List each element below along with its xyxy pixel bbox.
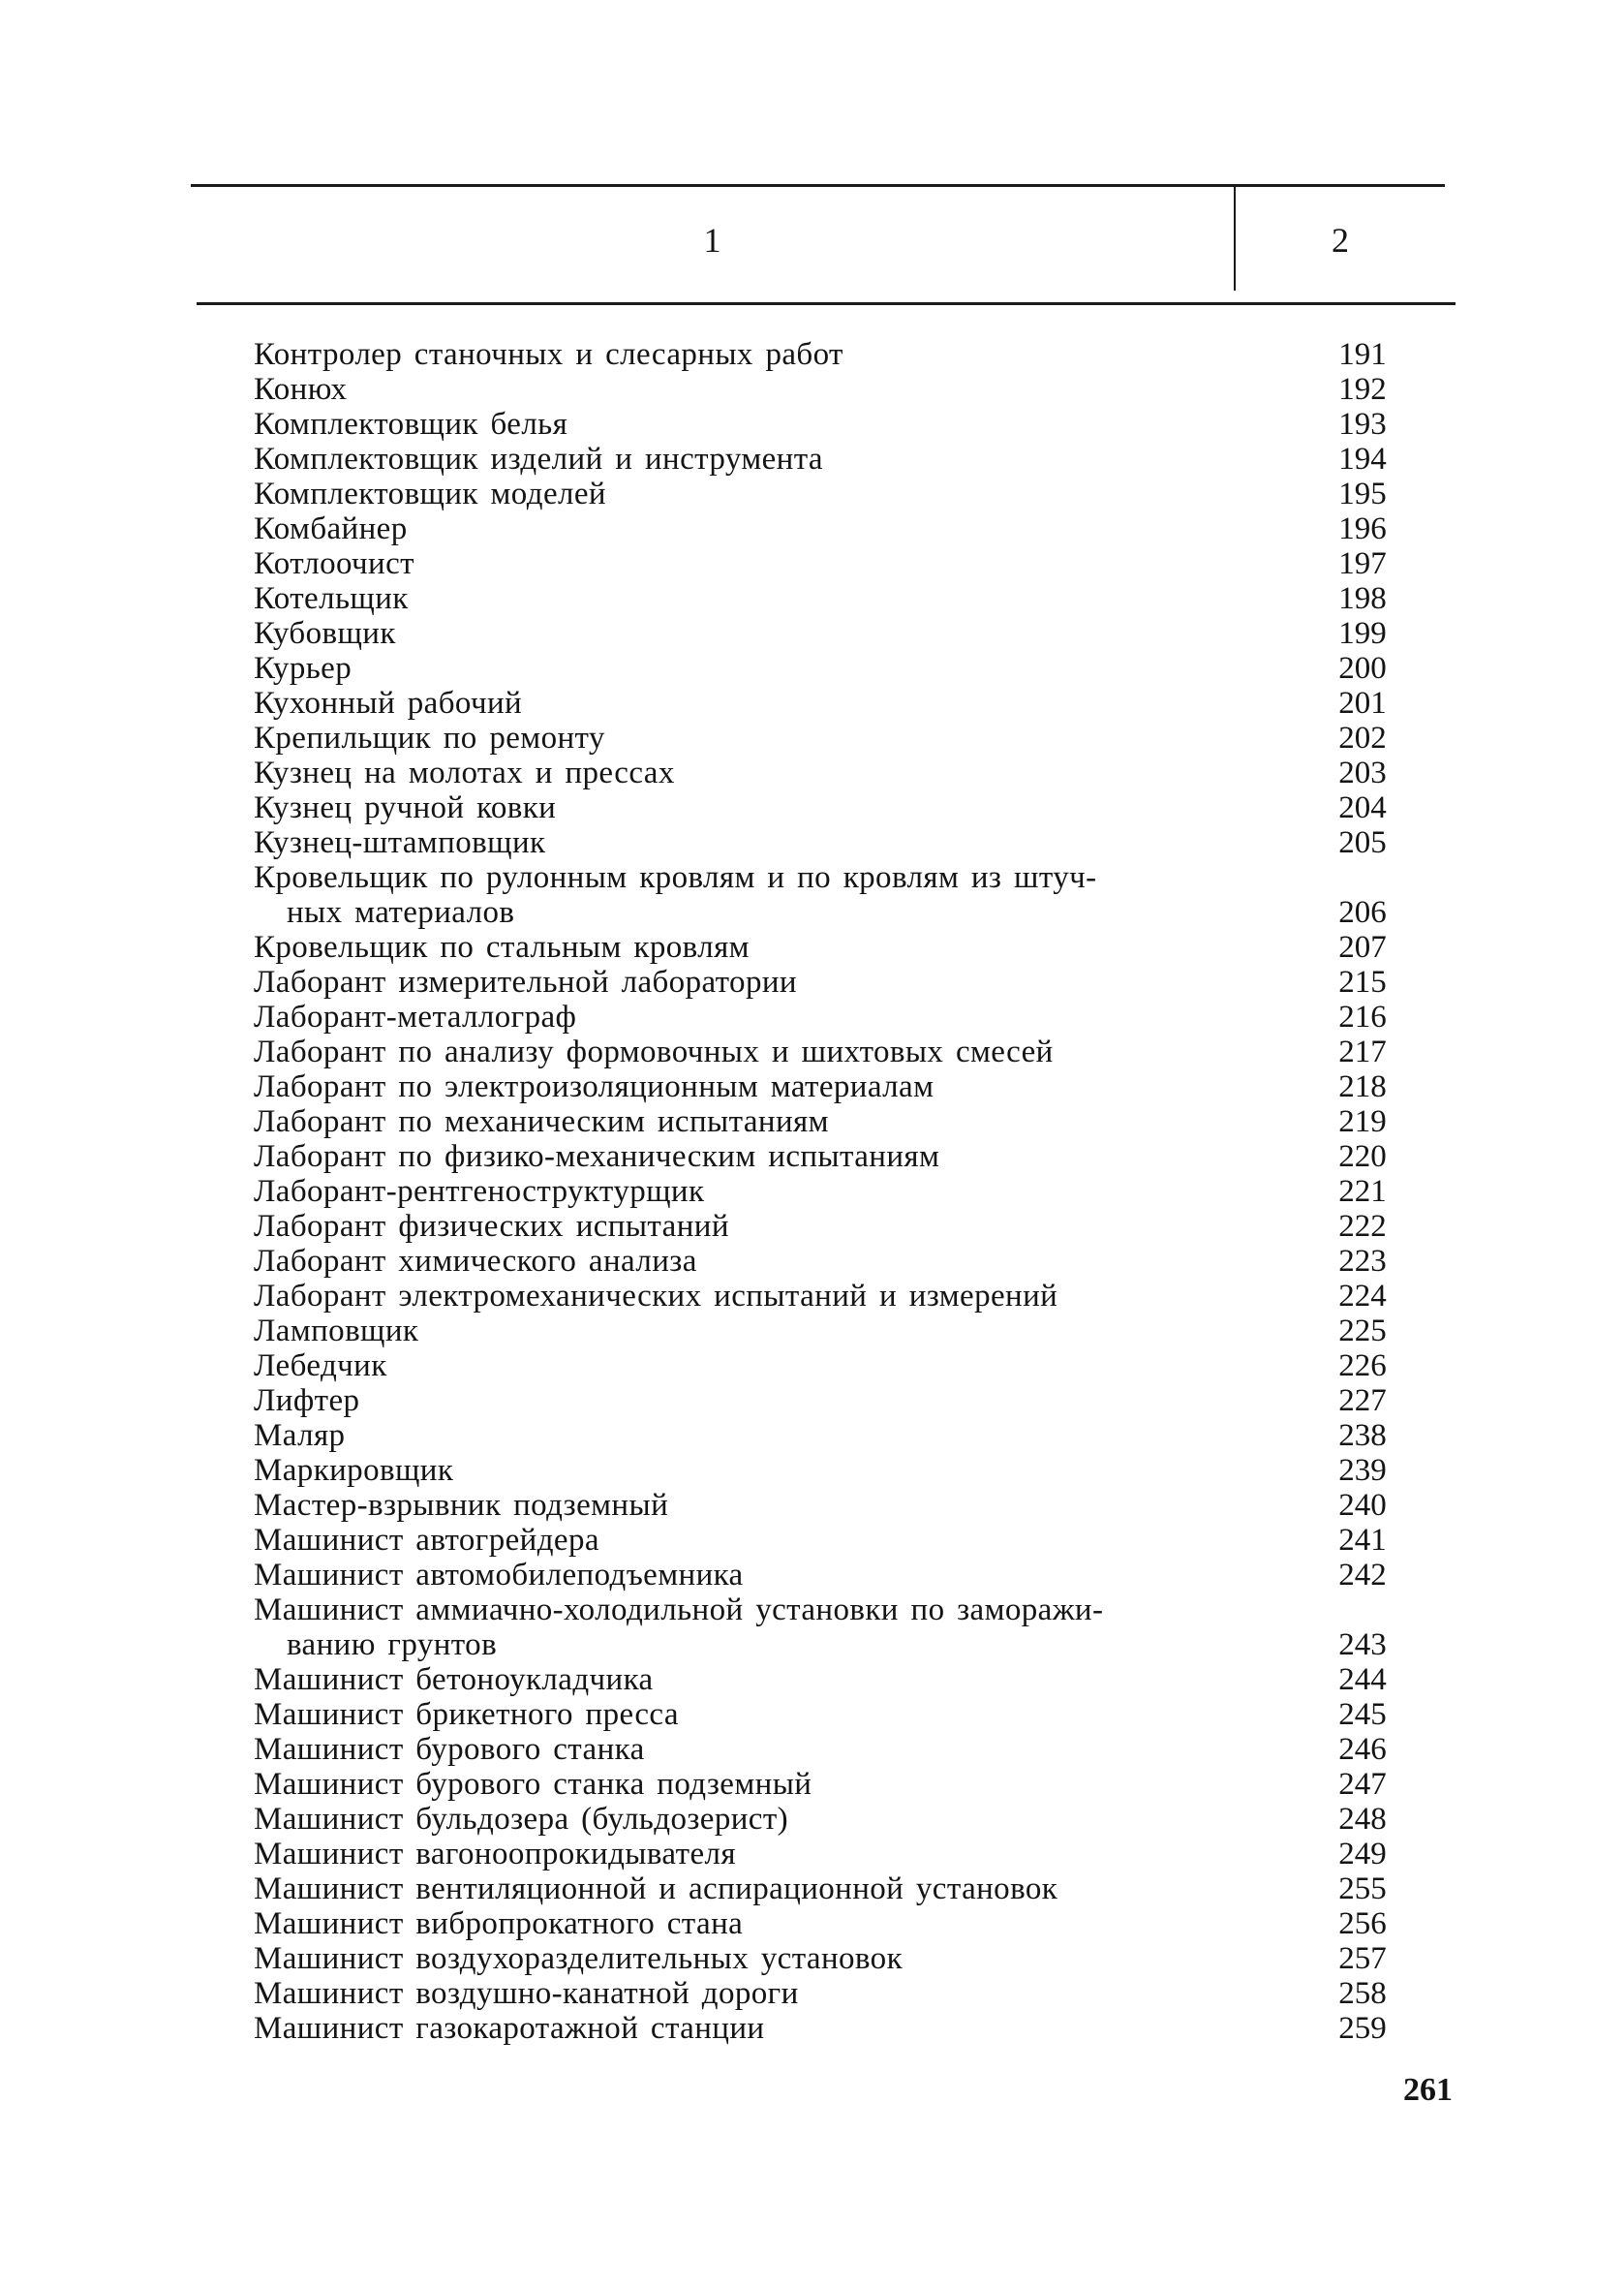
page-number: 261	[1403, 2072, 1453, 2108]
entry-name: Машинист аммиачно-холодильной установки по заморажи-	[254, 1592, 1104, 1627]
entry-page: 257	[1338, 1941, 1387, 1976]
list-item	[254, 1209, 1396, 1244]
list-item	[254, 1139, 1396, 1174]
list-item	[254, 1383, 1396, 1418]
list-item	[254, 651, 1396, 686]
entry-name: Комплектовщик изделий и инструмента	[254, 442, 823, 477]
entry-list	[254, 337, 1396, 2046]
entry-name: ных материалов	[287, 895, 515, 930]
list-item	[254, 965, 1396, 1000]
entry-page: 240	[1338, 1488, 1387, 1523]
entry-page: 217	[1338, 1035, 1387, 1069]
entry-page: 246	[1338, 1732, 1387, 1767]
entry-name: Лаборант физических испытаний	[254, 1209, 729, 1244]
header-column-2: 2	[1332, 221, 1349, 260]
entry-page: 195	[1338, 477, 1387, 511]
list-item	[254, 1627, 1396, 1662]
list-item	[254, 1941, 1396, 1976]
entry-page: 200	[1338, 651, 1387, 686]
entry-page: 244	[1338, 1662, 1387, 1697]
list-item	[254, 1802, 1396, 1837]
entry-name: Лаборант измерительной лаборатории	[254, 965, 797, 1000]
entry-name: Котлоочист	[254, 546, 414, 581]
entry-name: Машинист вибропрокатного стана	[254, 1906, 744, 1941]
entry-name: Машинист воздухоразделительных установок	[254, 1941, 904, 1976]
entry-name: Кухонный рабочий	[254, 686, 523, 721]
entry-name: Машинист автомобилеподъемника	[254, 1558, 744, 1592]
entry-page: 204	[1338, 790, 1387, 825]
list-item	[254, 337, 1396, 372]
list-item	[254, 756, 1396, 790]
list-item	[254, 1523, 1396, 1558]
list-item	[254, 511, 1396, 546]
entry-name: Крепильщик по ремонту	[254, 721, 605, 756]
entry-page: 248	[1338, 1802, 1387, 1837]
entry-page: 207	[1338, 930, 1387, 965]
list-item	[254, 1662, 1396, 1697]
entry-name: Лаборант-рентгеноструктурщик	[254, 1174, 705, 1209]
entry-page: 239	[1338, 1453, 1387, 1488]
entry-name: Лаборант химического анализа	[254, 1244, 697, 1279]
entry-name: Машинист брикетного пресса	[254, 1697, 679, 1732]
list-item	[254, 1837, 1396, 1871]
list-item	[254, 1418, 1396, 1453]
list-item	[254, 2011, 1396, 2046]
entry-page: 193	[1338, 407, 1387, 442]
list-item	[254, 1592, 1396, 1627]
entry-name: Лаборант по механическим испытаниям	[254, 1104, 829, 1139]
entry-page: 242	[1338, 1558, 1387, 1592]
list-item	[254, 1767, 1396, 1802]
header-top-rule	[191, 184, 1445, 187]
entry-page: 255	[1338, 1871, 1387, 1906]
list-item	[254, 1174, 1396, 1209]
entry-name: Конюх	[254, 372, 348, 407]
entry-name: Маляр	[254, 1418, 346, 1453]
entry-page: 243	[1338, 1627, 1387, 1662]
list-item	[254, 1697, 1396, 1732]
entry-page: 222	[1338, 1209, 1387, 1244]
list-item	[254, 1104, 1396, 1139]
entry-page: 224	[1338, 1279, 1387, 1314]
list-item	[254, 825, 1396, 860]
entry-page: 227	[1338, 1383, 1387, 1418]
entry-page: 221	[1338, 1174, 1387, 1209]
entry-name: Комплектовщик моделей	[254, 477, 606, 511]
entry-name: Лаборант электромеханических испытаний и измерений	[254, 1279, 1058, 1314]
header-bottom-rule	[197, 302, 1455, 305]
entry-page: 225	[1338, 1314, 1387, 1348]
entry-name: Ламповщик	[254, 1314, 419, 1348]
entry-page: 202	[1338, 721, 1387, 756]
entry-name: Кубовщик	[254, 616, 396, 651]
entry-page: 238	[1338, 1418, 1387, 1453]
entry-page: 197	[1338, 546, 1387, 581]
entry-page: 223	[1338, 1244, 1387, 1279]
entry-name: Кузнец-штамповщик	[254, 825, 546, 860]
entry-page: 203	[1338, 756, 1387, 790]
entry-name: Лаборант по анализу формовочных и шихтовых смесей	[254, 1035, 1054, 1069]
table-header	[191, 184, 1445, 308]
list-item	[254, 686, 1396, 721]
entry-name: Комбайнер	[254, 511, 408, 546]
list-item	[254, 860, 1396, 895]
entry-name: Лифтер	[254, 1383, 360, 1418]
entry-page: 247	[1338, 1767, 1387, 1802]
entry-name: Лаборант-металлограф	[254, 1000, 577, 1035]
list-item	[254, 1314, 1396, 1348]
entry-name: Машинист воздушно-канатной дороги	[254, 1976, 799, 2011]
list-item	[254, 895, 1396, 930]
entry-page: 194	[1338, 442, 1387, 477]
list-item	[254, 407, 1396, 442]
entry-name: Контролер станочных и слесарных работ	[254, 337, 843, 372]
list-item	[254, 372, 1396, 407]
list-item	[254, 1279, 1396, 1314]
list-item	[254, 581, 1396, 616]
entry-name: Машинист бульдозера (бульдозерист)	[254, 1802, 789, 1837]
list-item	[254, 1348, 1396, 1383]
entry-name: Кровельщик по стальным кровлям	[254, 930, 750, 965]
list-item	[254, 1871, 1396, 1906]
entry-page: 206	[1338, 895, 1387, 930]
entry-name: Машинист вагоноопрокидывателя	[254, 1837, 736, 1871]
entry-name: Машинист бурового станка подземный	[254, 1767, 812, 1802]
entry-name: Лаборант по физико-механическим испытаниям	[254, 1139, 940, 1174]
entry-page: 199	[1338, 616, 1387, 651]
entry-page: 191	[1338, 337, 1387, 372]
entry-name: Мастер-взрывник подземный	[254, 1488, 669, 1523]
entry-page: 226	[1338, 1348, 1387, 1383]
entry-name: Машинист бурового станка	[254, 1732, 645, 1767]
entry-page: 192	[1338, 372, 1387, 407]
entry-name: Курьер	[254, 651, 352, 686]
list-item	[254, 930, 1396, 965]
entry-name: Лаборант по электроизоляционным материалам	[254, 1069, 935, 1104]
list-item	[254, 1976, 1396, 2011]
entry-name: Маркировщик	[254, 1453, 454, 1488]
entry-name: Комплектовщик белья	[254, 407, 568, 442]
list-item	[254, 1453, 1396, 1488]
entry-page: 220	[1338, 1139, 1387, 1174]
entry-page: 205	[1338, 825, 1387, 860]
entry-page: 218	[1338, 1069, 1387, 1104]
list-item	[254, 1244, 1396, 1279]
list-item	[254, 1732, 1396, 1767]
entry-name: Кровельщик по рулонным кровлям и по кровлям из штуч-	[254, 860, 1097, 895]
list-item	[254, 477, 1396, 511]
entry-page: 196	[1338, 511, 1387, 546]
list-item	[254, 442, 1396, 477]
entry-name: ванию грунтов	[287, 1627, 498, 1662]
entry-name: Машинист вентиляционной и аспирационной установок	[254, 1871, 1058, 1906]
entry-page: 241	[1338, 1523, 1387, 1558]
entry-page: 249	[1338, 1837, 1387, 1871]
entry-name: Машинист бетоноукладчика	[254, 1662, 654, 1697]
entry-page: 215	[1338, 965, 1387, 1000]
entry-name: Машинист автогрейдера	[254, 1523, 599, 1558]
list-item	[254, 546, 1396, 581]
entry-page: 256	[1338, 1906, 1387, 1941]
entry-page: 216	[1338, 1000, 1387, 1035]
entry-name: Машинист газокаротажной станции	[254, 2011, 765, 2046]
entry-page: 219	[1338, 1104, 1387, 1139]
entry-name: Котельщик	[254, 581, 409, 616]
list-item	[254, 1035, 1396, 1069]
list-item	[254, 1069, 1396, 1104]
entry-page: 198	[1338, 581, 1387, 616]
entry-page: 259	[1338, 2011, 1387, 2046]
list-item	[254, 1488, 1396, 1523]
entry-name: Кузнец ручной ковки	[254, 790, 557, 825]
list-item	[254, 1558, 1396, 1592]
list-item	[254, 790, 1396, 825]
list-item	[254, 721, 1396, 756]
list-item	[254, 616, 1396, 651]
header-column-1: 1	[703, 221, 721, 260]
entry-page: 245	[1338, 1697, 1387, 1732]
list-item	[254, 1000, 1396, 1035]
list-item	[254, 1906, 1396, 1941]
entry-name: Кузнец на молотах и прессах	[254, 756, 675, 790]
entry-page: 201	[1338, 686, 1387, 721]
entry-name: Лебедчик	[254, 1348, 387, 1383]
entry-page: 258	[1338, 1976, 1387, 2011]
